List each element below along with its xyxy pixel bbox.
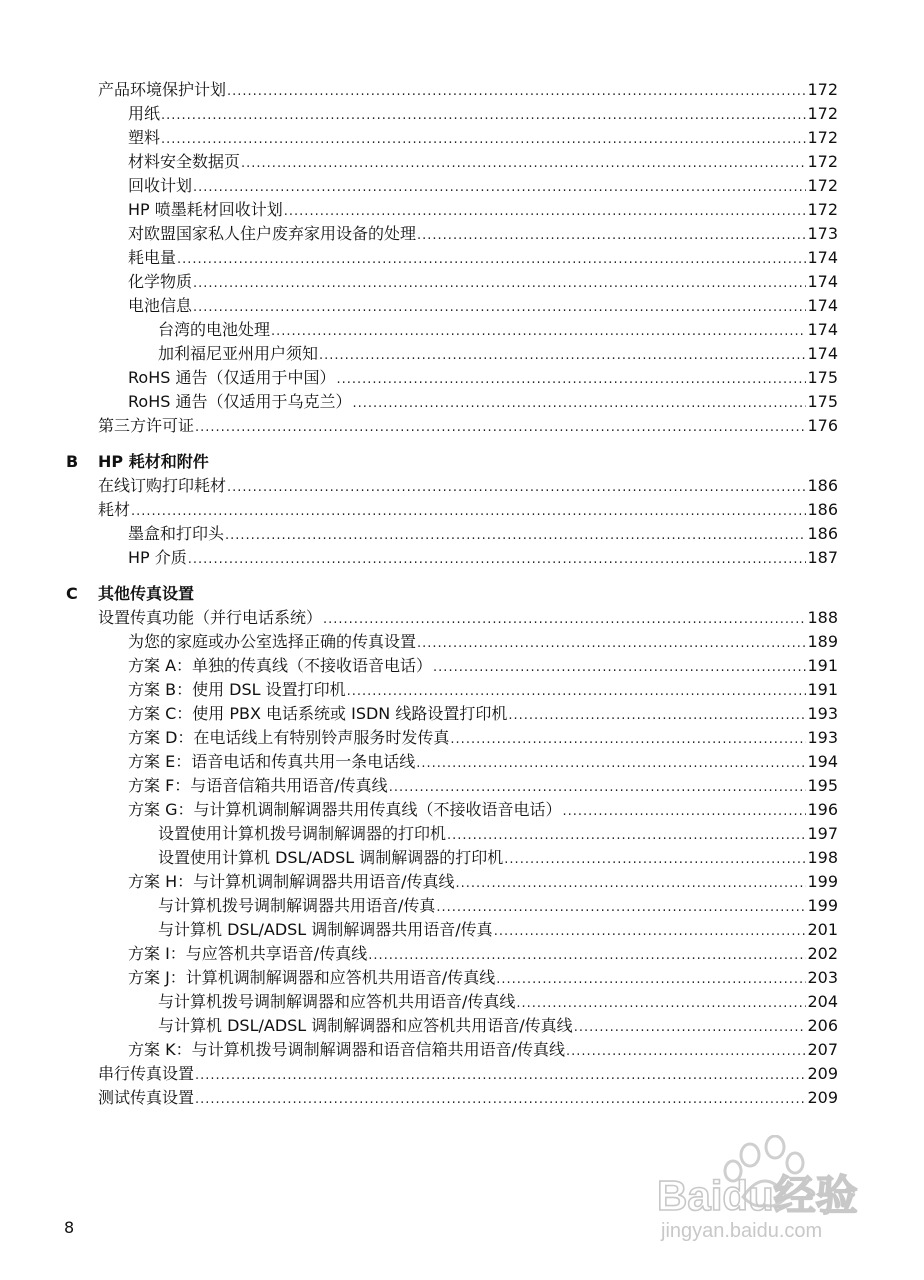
toc-entry[interactable] (128, 798, 838, 822)
toc-entry-title: 台湾的电池处理 (158, 320, 271, 339)
toc-entry[interactable] (98, 498, 838, 522)
toc-entry[interactable] (128, 366, 838, 390)
toc-entry-page: 198 (807, 848, 838, 867)
toc-entry[interactable] (158, 822, 838, 846)
toc-entry-title: 耗材 (98, 500, 131, 519)
section-title: 其他传真设置 (98, 584, 195, 603)
dot-leader (450, 728, 806, 752)
toc-entry-title: 方案 J：计算机调制解调器和应答机共用语音/传真线 (128, 968, 496, 987)
toc-entry-page: 204 (807, 992, 838, 1011)
toc-entry-page: 193 (807, 728, 838, 747)
toc-entry[interactable] (128, 174, 838, 198)
dot-leader (436, 896, 806, 920)
toc-entry-title: 设置使用计算机 DSL/ADSL 调制解调器的打印机 (158, 848, 504, 867)
section-letter: B (66, 452, 79, 471)
watermark-url: jingyan.baidu.com (661, 1220, 823, 1242)
toc-entry-title: 墨盒和打印头 (128, 524, 225, 543)
toc-entry-title: 用纸 (128, 104, 161, 123)
toc-entry[interactable] (128, 750, 838, 774)
dot-leader (161, 104, 806, 128)
dot-leader (271, 320, 806, 344)
toc-entry[interactable] (128, 390, 838, 414)
dot-leader (417, 224, 806, 248)
toc-entry-page: 199 (807, 896, 838, 915)
toc-entry-page: 172 (807, 104, 838, 123)
dot-leader (177, 248, 806, 272)
section-heading-b (66, 450, 209, 474)
dot-leader (352, 392, 806, 416)
toc-entry-title: 方案 K：与计算机拨号调制解调器和语音信箱共用语音/传真线 (128, 1040, 565, 1059)
toc-entry-title: 测试传真设置 (98, 1088, 195, 1107)
toc-entry-page: 199 (807, 872, 838, 891)
toc-entry-page: 202 (807, 944, 838, 963)
toc-entry-page: 193 (807, 704, 838, 723)
dot-leader (494, 920, 807, 944)
toc-entry[interactable] (128, 294, 838, 318)
toc-entry[interactable] (128, 966, 838, 990)
toc-entry-title: 方案 A：单独的传真线（不接收语音电话） (128, 656, 433, 675)
toc-entry[interactable] (128, 522, 838, 546)
toc-entry[interactable] (128, 678, 838, 702)
dot-leader (193, 296, 806, 320)
toc-entry-title: 耗电量 (128, 248, 177, 267)
toc-entry-title: 方案 D：在电话线上有特别铃声服务时发传真 (128, 728, 450, 747)
toc-entry-title: 设置使用计算机拨号调制解调器的打印机 (158, 824, 447, 843)
dot-leader (195, 416, 806, 440)
toc-entry-title: 方案 G：与计算机调制解调器共用传真线（不接收语音电话） (128, 800, 562, 819)
toc-entry[interactable] (128, 150, 838, 174)
toc-entry-page: 172 (807, 128, 838, 147)
toc-entry[interactable] (128, 126, 838, 150)
toc-entry-page: 175 (807, 368, 838, 387)
toc-entry-page: 195 (807, 776, 838, 795)
toc-entry[interactable] (128, 198, 838, 222)
dot-leader (566, 1040, 806, 1064)
dot-leader (496, 968, 806, 992)
toc-entry[interactable] (158, 1014, 838, 1038)
toc-entry-title: 与计算机 DSL/ADSL 调制解调器和应答机共用语音/传真线 (158, 1016, 573, 1035)
toc-entry-page: 191 (807, 680, 838, 699)
toc-entry-title: 产品环境保护计划 (98, 80, 227, 99)
toc-entry[interactable] (158, 318, 838, 342)
toc-entry-title: 在线订购打印耗材 (98, 476, 227, 495)
toc-entry[interactable] (128, 1038, 838, 1062)
section-letter: C (66, 584, 78, 603)
dot-leader (161, 128, 806, 152)
toc-entry-title: 方案 H：与计算机调制解调器共用语音/传真线 (128, 872, 455, 891)
toc-entry-title: 方案 E：语音电话和传真共用一条电话线 (128, 752, 416, 771)
toc-entry[interactable] (98, 78, 838, 102)
toc-entry[interactable] (128, 630, 838, 654)
toc-entry-page: 175 (807, 392, 838, 411)
toc-entry[interactable] (158, 894, 838, 918)
toc-entry-page: 187 (807, 548, 838, 567)
toc-entry-page: 189 (807, 632, 838, 651)
toc-entry-title: 回收计划 (128, 176, 193, 195)
toc-entry[interactable] (158, 918, 838, 942)
toc-entry[interactable] (98, 1062, 838, 1086)
toc-entry-title: 为您的家庭或办公室选择正确的传真设置 (128, 632, 417, 651)
toc-entry-page: 172 (807, 152, 838, 171)
dot-leader (284, 200, 807, 224)
toc-entry[interactable] (158, 342, 838, 366)
toc-entry-title: RoHS 通告（仅适用于乌克兰） (128, 392, 352, 411)
page-number: 8 (64, 1218, 75, 1237)
dot-leader (319, 344, 806, 368)
toc-entry-title: 与计算机拨号调制解调器共用语音/传真 (158, 896, 436, 915)
section-heading-c (66, 582, 194, 606)
toc-entry-page: 201 (807, 920, 838, 939)
toc-entry-title: 串行传真设置 (98, 1064, 195, 1083)
toc-entry-page: 172 (807, 200, 838, 219)
dot-leader (131, 500, 806, 524)
toc-entry-page: 186 (807, 524, 838, 543)
toc-entry-page: 203 (807, 968, 838, 987)
dot-leader (195, 1064, 806, 1088)
dot-leader (368, 944, 806, 968)
toc-entry[interactable] (98, 474, 838, 498)
toc-entry-page: 174 (807, 296, 838, 315)
toc-entry-title: 材料安全数据页 (128, 152, 241, 171)
dot-leader (574, 1016, 807, 1040)
dot-leader (447, 824, 806, 848)
dot-leader (193, 272, 806, 296)
toc-entry-page: 188 (807, 608, 838, 627)
dot-leader (389, 776, 807, 800)
dot-leader (225, 524, 806, 548)
toc-entry-page: 172 (807, 176, 838, 195)
dot-leader (195, 1088, 806, 1112)
toc-entry-title: 第三方许可证 (98, 416, 195, 435)
dot-leader (188, 548, 807, 572)
toc-entry-page: 197 (807, 824, 838, 843)
toc-entry-title: RoHS 通告（仅适用于中国） (128, 368, 336, 387)
toc-entry-title: HP 喷墨耗材回收计划 (128, 200, 283, 219)
toc-entry-title: 电池信息 (128, 296, 193, 315)
toc-entry-page: 174 (807, 344, 838, 363)
toc-entry-page: 207 (807, 1040, 838, 1059)
dot-leader (227, 476, 806, 500)
section-title: HP 耗材和附件 (98, 452, 209, 471)
toc-entry-page: 209 (807, 1064, 838, 1083)
toc-entry-page: 176 (807, 416, 838, 435)
toc-entry-page: 194 (807, 752, 838, 771)
toc-entry-title: 对欧盟国家私人住户废弃家用设备的处理 (128, 224, 417, 243)
toc-entry[interactable] (128, 270, 838, 294)
toc-entry-title: 方案 C：使用 PBX 电话系统或 ISDN 线路设置打印机 (128, 704, 508, 723)
toc-entry-page: 196 (807, 800, 838, 819)
toc-entry[interactable] (98, 606, 838, 630)
toc-entry[interactable] (128, 654, 838, 678)
toc-entry-page: 209 (807, 1088, 838, 1107)
watermark-brand: Baidu经验 (657, 1172, 858, 1219)
toc-entry[interactable] (128, 942, 838, 966)
toc-entry-page: 172 (807, 80, 838, 99)
dot-leader (193, 176, 806, 200)
toc-entry-title: 设置传真功能（并行电话系统） (98, 608, 323, 627)
toc-entry-page: 174 (807, 272, 838, 291)
toc-entry-title: 方案 I：与应答机共享语音/传真线 (128, 944, 368, 963)
baidu-jingyan-watermark (655, 1135, 870, 1245)
dot-leader (433, 656, 806, 680)
toc-entry-title: 化学物质 (128, 272, 193, 291)
toc-entry-page: 186 (807, 500, 838, 519)
dot-leader (241, 152, 806, 176)
dot-leader (508, 704, 806, 728)
dot-leader (347, 680, 807, 704)
toc-entry-page: 191 (807, 656, 838, 675)
toc-entry[interactable] (158, 990, 838, 1014)
dot-leader (504, 848, 806, 872)
toc-entry[interactable] (128, 702, 838, 726)
toc-entry-page: 186 (807, 476, 838, 495)
toc-entry-page: 174 (807, 320, 838, 339)
toc-entry[interactable] (128, 546, 838, 570)
toc-entry[interactable] (128, 726, 838, 750)
toc-entry[interactable] (128, 222, 838, 246)
toc-entry[interactable] (128, 870, 838, 894)
toc-entry-title: 加利福尼亚州用户须知 (158, 344, 319, 363)
toc-entry-page: 173 (807, 224, 838, 243)
dot-leader (227, 80, 806, 104)
toc-entry-title: 与计算机 DSL/ADSL 调制解调器共用语音/传真 (158, 920, 493, 939)
dot-leader (516, 992, 806, 1016)
toc-entry-page: 206 (807, 1016, 838, 1035)
toc-entry-title: HP 介质 (128, 548, 187, 567)
toc-entry-title: 方案 F：与语音信箱共用语音/传真线 (128, 776, 388, 795)
dot-leader (456, 872, 807, 896)
toc-entry-title: 与计算机拨号调制解调器和应答机共用语音/传真线 (158, 992, 516, 1011)
toc-entry[interactable] (98, 414, 838, 438)
dot-leader (323, 608, 806, 632)
dot-leader (563, 800, 807, 824)
toc-entry[interactable] (128, 102, 838, 126)
toc-entry[interactable] (158, 846, 838, 870)
toc-entry[interactable] (128, 774, 838, 798)
toc-entry-title: 方案 B：使用 DSL 设置打印机 (128, 680, 346, 699)
toc-entry-title: 塑料 (128, 128, 161, 147)
dot-leader (416, 752, 806, 776)
toc-entry[interactable] (128, 246, 838, 270)
toc-entry[interactable] (98, 1086, 838, 1110)
dot-leader (336, 368, 806, 392)
dot-leader (417, 632, 806, 656)
toc-entry-page: 174 (807, 248, 838, 267)
